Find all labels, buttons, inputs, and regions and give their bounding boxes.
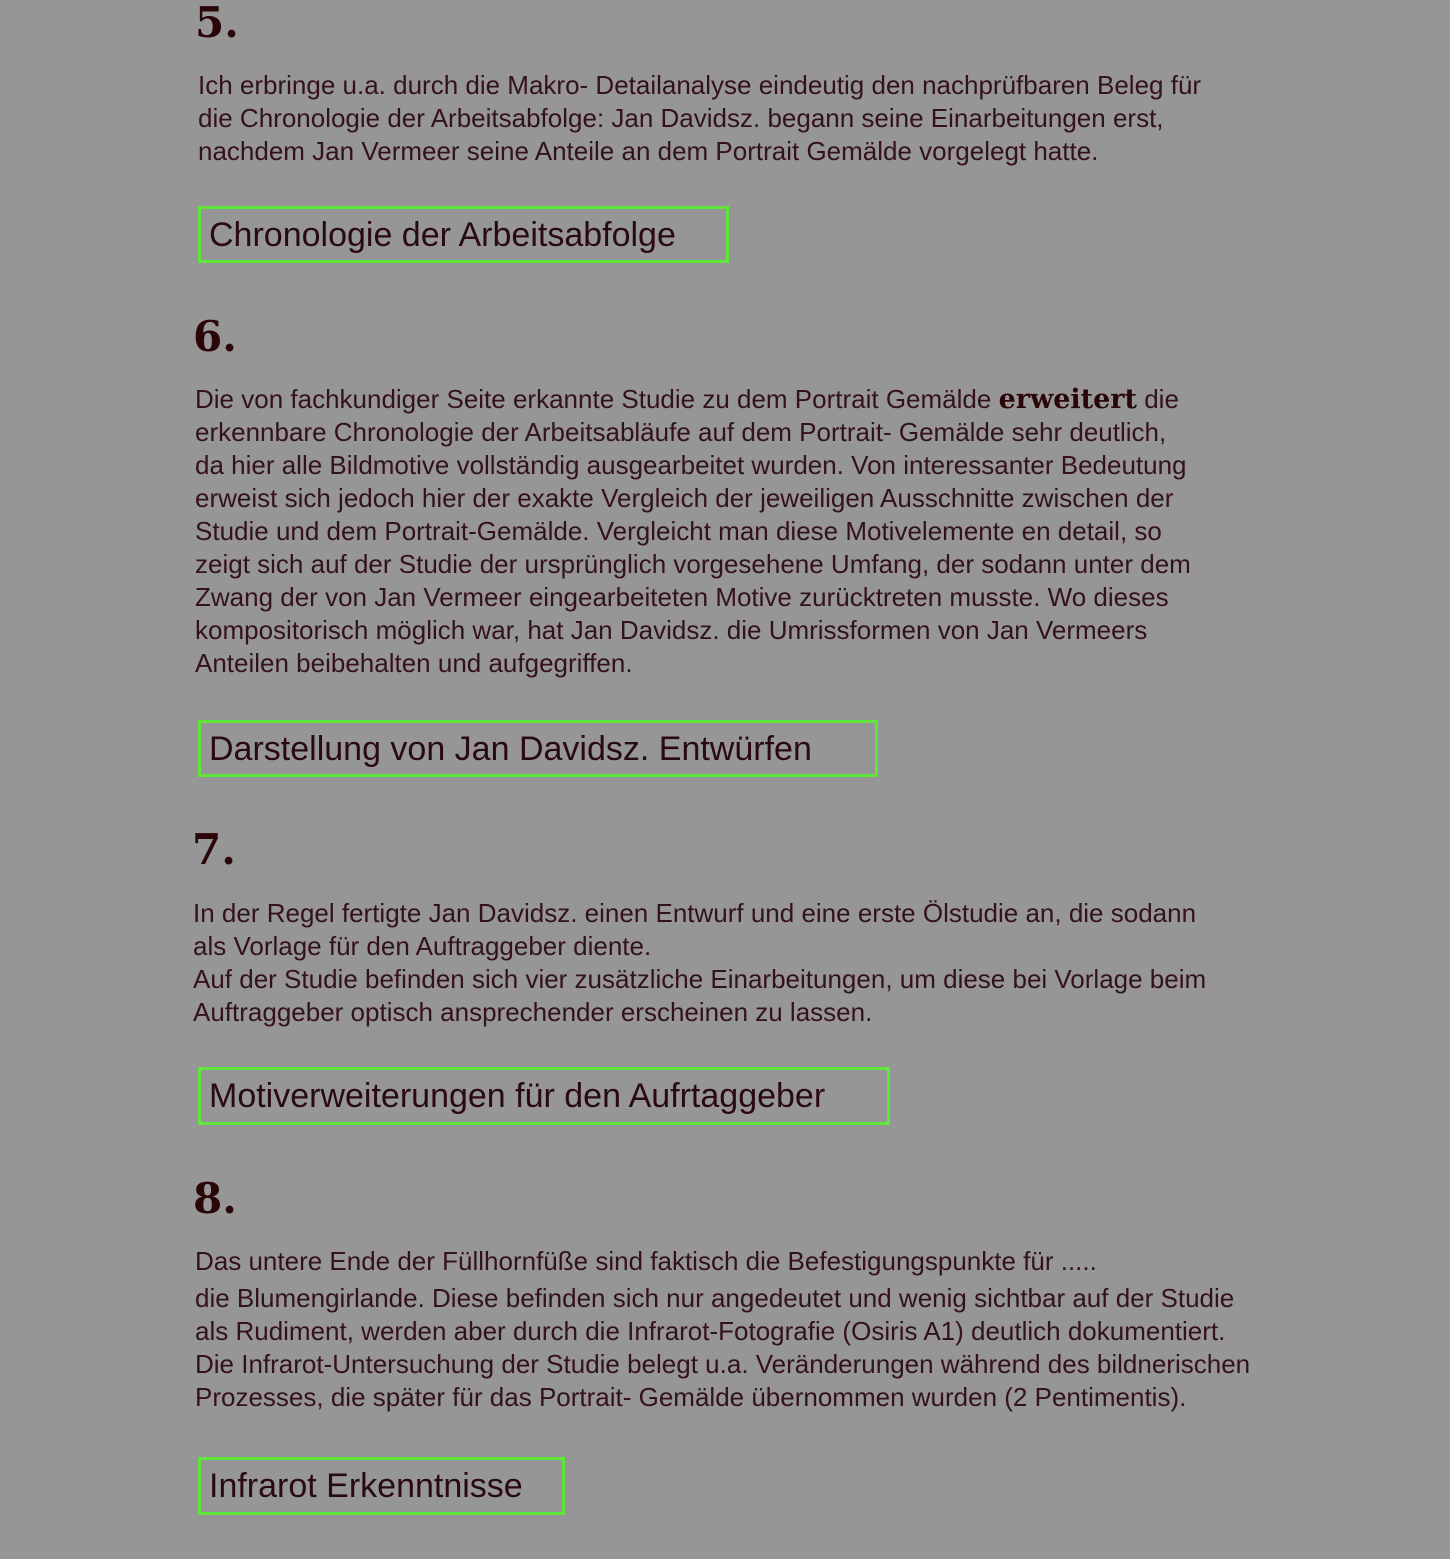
section-8-line: Das untere Ende der Füllhornfüße sind faktisch die Befestigungspunkte für .....	[195, 1246, 1097, 1276]
section-5-line: nachdem Jan Vermeer seine Anteile an dem Portrait Gemälde vorgelegt hatte.	[198, 136, 1099, 166]
section-7-line: Auf der Studie befinden sich vier zusätzliche Einarbeitungen, um diese bei Vorlage beim	[193, 964, 1207, 994]
section-number-8: 8.	[193, 1174, 237, 1223]
section-5-paragraph	[198, 69, 1201, 168]
section-number-7: 7.	[192, 825, 236, 874]
chronologie-link-button[interactable]: Chronologie der Arbeitsabfolge	[198, 206, 729, 263]
section-8-line: Die Infrarot-Untersuchung der Studie belegt u.a. Veränderungen während des bildnerischen	[195, 1349, 1251, 1379]
section-6-line: Zwang der von Jan Vermeer eingearbeiteten Motive zurücktreten musste. Wo dieses	[195, 582, 1169, 612]
section-6-line: da hier alle Bildmotive vollständig ausgearbeitet wurden. Von interessanter Bedeutung	[195, 450, 1187, 480]
infrarot-erkenntnisse-link-button[interactable]: Infrarot Erkenntnisse	[198, 1457, 565, 1515]
motiverweiterungen-link-button[interactable]: Motiverweiterungen für den Aufrtaggeber	[198, 1067, 890, 1125]
section-5-line: Ich erbringe u.a. durch die Makro- Detailanalyse eindeutig den nachprüfbaren Beleg für	[198, 70, 1202, 100]
section-7-line: als Vorlage für den Auftraggeber diente.	[193, 931, 652, 961]
section-6-line1-tail: die	[1137, 384, 1179, 414]
darstellung-entwuerfe-link-button[interactable]: Darstellung von Jan Davidsz. Entwürfen	[198, 720, 878, 777]
section-6-line: zeigt sich auf der Studie der ursprünglich vorgesehene Umfang, der sodann unter dem	[195, 549, 1191, 579]
section-5-line: die Chronologie der Arbeitsabfolge: Jan Davidsz. begann seine Einarbeitungen erst,	[198, 103, 1164, 133]
section-8-line: Prozesses, die später für das Portrait- Gemälde übernommen wurden (2 Pentimentis).	[195, 1382, 1187, 1412]
section-number-6: 6.	[193, 312, 237, 361]
section-7-line: In der Regel fertigte Jan Davidsz. einen Entwurf und eine erste Ölstudie an, die sodann	[193, 898, 1197, 928]
section-6-line: erweist sich jedoch hier der exakte Vergleich der jeweiligen Ausschnitte zwischen der	[195, 483, 1174, 513]
section-6-line1-text: Die von fachkundiger Seite erkannte Studie zu dem Portrait Gemälde	[195, 384, 999, 414]
section-8-paragraph	[195, 1245, 1250, 1414]
section-6-paragraph	[195, 383, 1191, 680]
section-8-line: die Blumengirlande. Diese befinden sich nur angedeutet und wenig sichtbar auf der Studie	[195, 1283, 1235, 1313]
section-6-line: Studie und dem Portrait-Gemälde. Vergleicht man diese Motivelemente en detail, so	[195, 516, 1162, 546]
section-7-line: Auftraggeber optisch ansprechender erscheinen zu lassen.	[193, 997, 873, 1027]
section-6-line: kompositorisch möglich war, hat Jan Davidsz. die Umrissformen von Jan Vermeers	[195, 615, 1148, 645]
erweitert-emphasis: erweitert	[998, 384, 1137, 415]
section-number-5: 5.	[195, 0, 239, 47]
section-6-line: erkennbare Chronologie der Arbeitsabläufe auf dem Portrait- Gemälde sehr deutlich,	[195, 417, 1167, 447]
section-6-line	[195, 383, 1191, 416]
section-6-line: Anteilen beibehalten und aufgegriffen.	[195, 648, 633, 678]
section-7-paragraph	[193, 897, 1206, 1029]
section-8-line: als Rudiment, werden aber durch die Infrarot-Fotografie (Osiris A1) deutlich dokumentiert.	[195, 1316, 1226, 1346]
